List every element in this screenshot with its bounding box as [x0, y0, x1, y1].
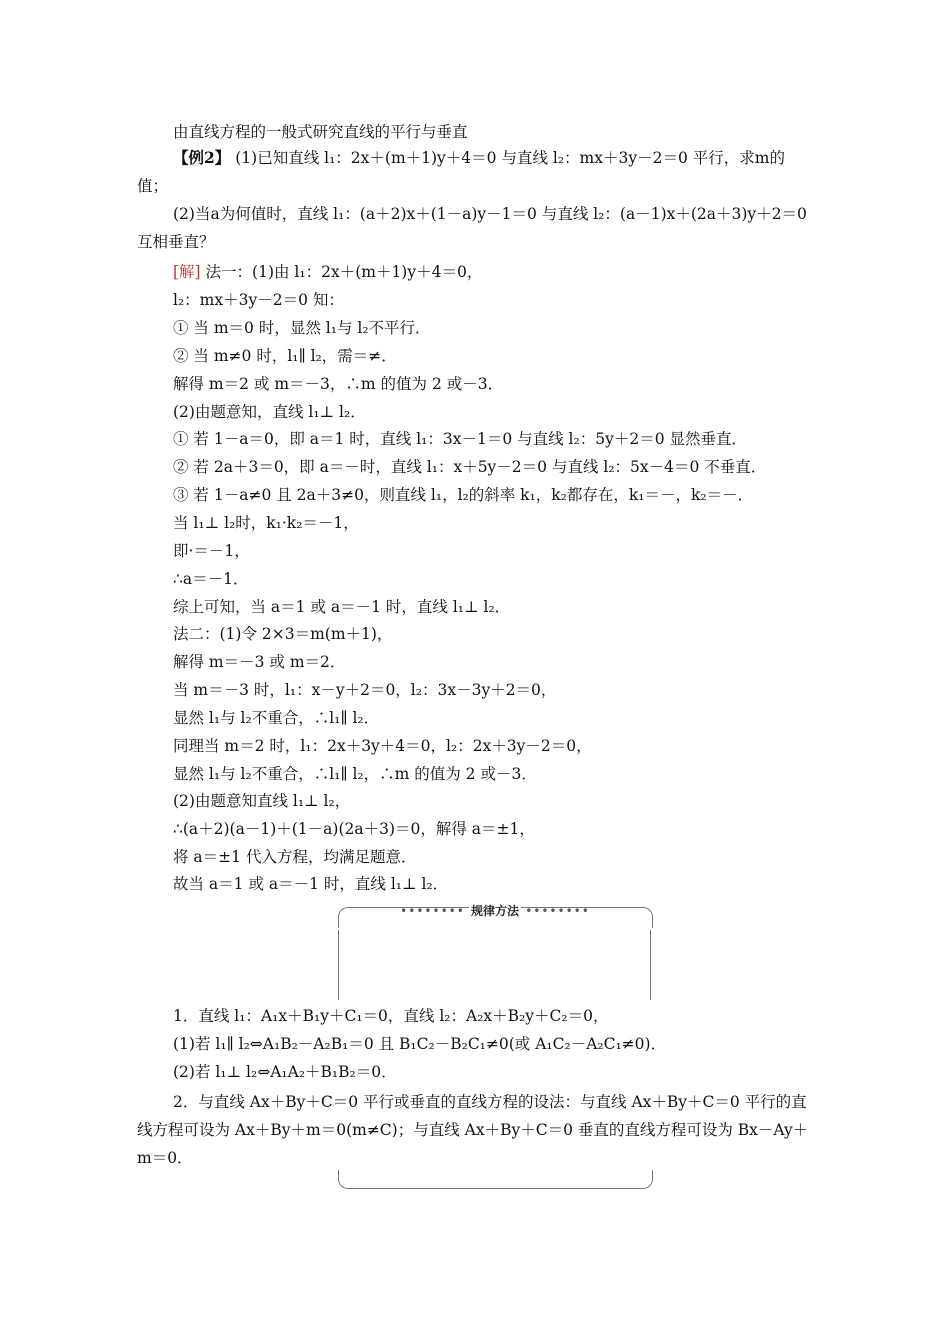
- solution-line-5: (2)由题意知，直线 l₁⊥ l₂．: [173, 403, 366, 421]
- method-box-label: 规律方法: [470, 904, 519, 918]
- solution-line-3: ② 当 m≠0 时，l₁∥ l₂，需＝≠．: [173, 347, 397, 365]
- example-question-2: (2)当a为何值时，直线 l₁：(a＋2)x＋(1－a)y－1＝0 与直线 l₂：(a－1)x＋(2a＋3)y＋2＝0 互相垂直？: [137, 205, 807, 251]
- solution-line-12: 综上可知，当 a＝1 或 a＝－1 时，直线 l₁⊥ l₂．: [173, 598, 511, 616]
- solution-line-21: 将 a＝±1 代入方程，均满足题意．: [173, 848, 417, 866]
- solution-line-20: ∴(a＋2)(a－1)＋(1－a)(2a＋3)＝0，解得 a＝±1，: [173, 820, 535, 838]
- solution-line-10: 即·＝－1，: [173, 542, 250, 560]
- section-title: 由直线方程的一般式研究直线的平行与垂直: [173, 123, 468, 141]
- rule-1b: (2)若 l₁⊥ l₂⇔A₁A₂＋B₁B₂＝0．: [173, 1063, 397, 1081]
- rule-1a: (1)若 l₁∥ l₂⇔A₁B₂－A₂B₁＝0 且 B₁C₂－B₂C₁≠0(或 A₁C₂－A₂C₁≠0)．: [173, 1035, 667, 1053]
- method-box-right-border: [650, 930, 651, 1000]
- solution-line-0: [解] 法一：(1)由 l₁：2x＋(m＋1)y＋4＝0，: [173, 263, 483, 281]
- method-box-bottom-border: [338, 1170, 653, 1189]
- rule-1: 1．直线 l₁：A₁x＋B₁y＋C₁＝0，直线 l₂：A₂x＋B₂y＋C₂＝0，: [173, 1007, 609, 1025]
- solution-line-18: 显然 l₁与 l₂不重合，∴l₁∥ l₂，∴m 的值为 2 或－3．: [173, 765, 537, 783]
- solution-line-13: 法二：(1)令 2×3＝m(m＋1)，: [173, 625, 393, 643]
- solution-line-8: ③ 若 1－a≠0 且 2a＋3≠0，则直线 l₁，l₂的斜率 k₁，k₂都存在，k₁＝－，k₂＝－．: [173, 486, 754, 504]
- solution-line-16: 显然 l₁与 l₂不重合，∴l₁∥ l₂．: [173, 709, 380, 727]
- solution-line-4: 解得 m＝2 或 m＝－3，∴m 的值为 2 或－3．: [173, 375, 504, 393]
- example-q1-text: (1)已知直线 l₁：2x＋(m＋1)y＋4＝0 与直线 l₂：mx＋3y－2＝0 平行，求m的值；: [137, 149, 785, 195]
- solution-line-6: ① 若 1－a＝0，即 a＝1 时，直线 l₁：3x－1＝0 与直线 l₂：5y＋2＝0 显然垂直．: [173, 430, 747, 448]
- example-tag: 【例2】: [173, 148, 231, 167]
- solution-line-7: ② 若 2a＋3＝0，即 a＝－时，直线 l₁：x＋5y－2＝0 与直线 l₂：5x－4＝0 不垂直．: [173, 458, 767, 476]
- method-box-title: •••••••• 规律方法 ••••••••: [400, 904, 590, 918]
- solution-line-1: l₂：mx＋3y－2＝0 知：: [173, 291, 344, 309]
- solution-line-11: ∴a＝－1．: [173, 570, 249, 588]
- example-question-1: [137, 144, 813, 200]
- solution-line-19: (2)由题意知直线 l₁⊥ l₂，: [173, 792, 351, 810]
- solution-line-9: 当 l₁⊥ l₂时，k₁·k₂＝－1，: [173, 514, 359, 532]
- rule-2: 2．与直线 Ax＋By＋C＝0 平行或垂直的直线方程的设法：与直线 Ax＋By＋C＝0 平行的直线方程可设为 Ax＋By＋m＝0(m≠C)；与直线 Ax＋By＋C＝0 垂直的直线方程可设为 Bx－Ay＋m＝0．: [137, 1093, 809, 1167]
- solution-line-14: 解得 m＝－3 或 m＝2．: [173, 653, 346, 671]
- solution-tag: [解]: [173, 263, 201, 281]
- solution-line-2: ① 当 m＝0 时，显然 l₁与 l₂不平行．: [173, 319, 431, 337]
- solution-line-22: 故当 a＝1 或 a＝－1 时，直线 l₁⊥ l₂．: [173, 875, 449, 893]
- solution-line-17: 同理当 m＝2 时，l₁：2x＋3y＋4＝0，l₂：2x＋3y－2＝0，: [173, 737, 592, 755]
- solution-line-15: 当 m＝－3 时，l₁：x－y＋2＝0，l₂：3x－3y＋2＝0，: [173, 681, 557, 699]
- method-box-left-border: [338, 930, 339, 1000]
